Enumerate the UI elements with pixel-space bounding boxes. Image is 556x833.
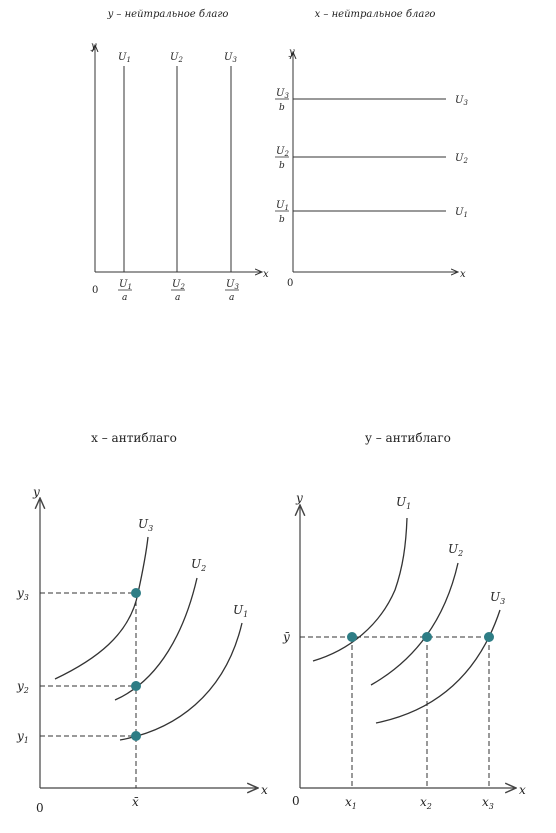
tick-label-u1-over-a	[118, 279, 132, 303]
svg-text:U2: $U_2$	[276, 146, 289, 158]
panel-y-neutral-good	[90, 9, 269, 303]
point-u3	[484, 632, 494, 642]
svg-text:a: a	[122, 293, 128, 303]
curve-label-u1: $U_1$	[396, 495, 412, 511]
tick-label-u3-over-a	[225, 279, 239, 303]
curve-label-u1: $U_1$	[455, 207, 468, 219]
curve-label-u1: $U_1$	[233, 603, 249, 619]
y-axis-label: y	[289, 47, 295, 58]
panel-title: y – антиблаго	[365, 431, 451, 445]
panel-title: x – антиблаго	[91, 431, 177, 445]
y-axis-label: y	[91, 41, 97, 52]
curve-label-u3: $U_3$	[455, 95, 468, 107]
tick-label-x1: $x_1$	[345, 795, 357, 811]
point-u2	[422, 632, 432, 642]
y-axis-label: y	[296, 491, 303, 505]
indifference-curve-u1	[120, 623, 242, 740]
svg-text:U1: $U_1$	[276, 200, 289, 212]
svg-text:U2: $U_2$	[172, 279, 185, 291]
svg-text:U3: $U_3$	[276, 88, 289, 100]
svg-text:U1: $U_1$	[119, 279, 132, 291]
panel-title: x – нейтральное благо	[314, 9, 436, 20]
point-u1	[131, 731, 141, 741]
tick-label-y-bar: ȳ	[283, 630, 290, 644]
tick-label-y3: $y_3$	[17, 586, 29, 602]
panel-x-neutral-good	[275, 9, 468, 289]
x-axis-label: x	[519, 783, 526, 797]
origin-label: 0	[292, 794, 300, 808]
indifference-curve-u2	[115, 578, 197, 700]
svg-text:b: b	[279, 161, 285, 171]
curve-label-u2: $U_2$	[448, 542, 464, 558]
curve-label-u1: $U_1$	[118, 52, 131, 64]
tick-label-x3: $x_3$	[482, 795, 494, 811]
origin-label: 0	[287, 278, 294, 289]
curve-label-u2: $U_2$	[170, 52, 183, 64]
panel-x-antigood	[16, 431, 268, 815]
tick-label-u3-over-b	[275, 88, 289, 113]
indifference-curve-u2	[371, 563, 458, 685]
svg-text:a: a	[229, 293, 235, 303]
curve-label-u3: $U_3$	[224, 52, 237, 64]
curve-label-u2: $U_2$	[455, 153, 468, 165]
x-axis-label: x	[261, 783, 268, 797]
origin-label: 0	[36, 801, 44, 815]
point-u1	[347, 632, 357, 642]
tick-label-y1: $y_1$	[17, 729, 29, 745]
tick-label-u2-over-a	[171, 279, 185, 303]
curve-label-u2: $U_2$	[191, 557, 207, 573]
svg-text:b: b	[279, 103, 285, 113]
panel-title: y – нейтральное благо	[107, 9, 229, 20]
indifference-curve-u3	[376, 610, 500, 723]
svg-text:a: a	[175, 293, 181, 303]
panel-y-antigood	[282, 431, 526, 811]
x-axis-label: x	[263, 269, 269, 280]
point-u3	[131, 588, 141, 598]
svg-text:b: b	[279, 215, 285, 225]
tick-label-u2-over-b	[275, 146, 289, 171]
tick-label-u1-over-b	[275, 200, 289, 225]
curve-label-u3: $U_3$	[138, 517, 154, 533]
tick-label-x-bar: x̄	[132, 795, 139, 809]
indifference-curve-u3	[55, 537, 148, 679]
origin-label: 0	[92, 285, 99, 296]
tick-label-x2: $x_2$	[420, 795, 432, 811]
svg-text:U3: $U_3$	[226, 279, 239, 291]
curve-label-u3: $U_3$	[490, 590, 506, 606]
tick-label-y2: $y_2$	[17, 679, 29, 695]
indifference-curve-u1	[313, 518, 407, 661]
x-axis-label: x	[460, 269, 466, 280]
y-axis-label: y	[33, 485, 40, 499]
point-u2	[131, 681, 141, 691]
